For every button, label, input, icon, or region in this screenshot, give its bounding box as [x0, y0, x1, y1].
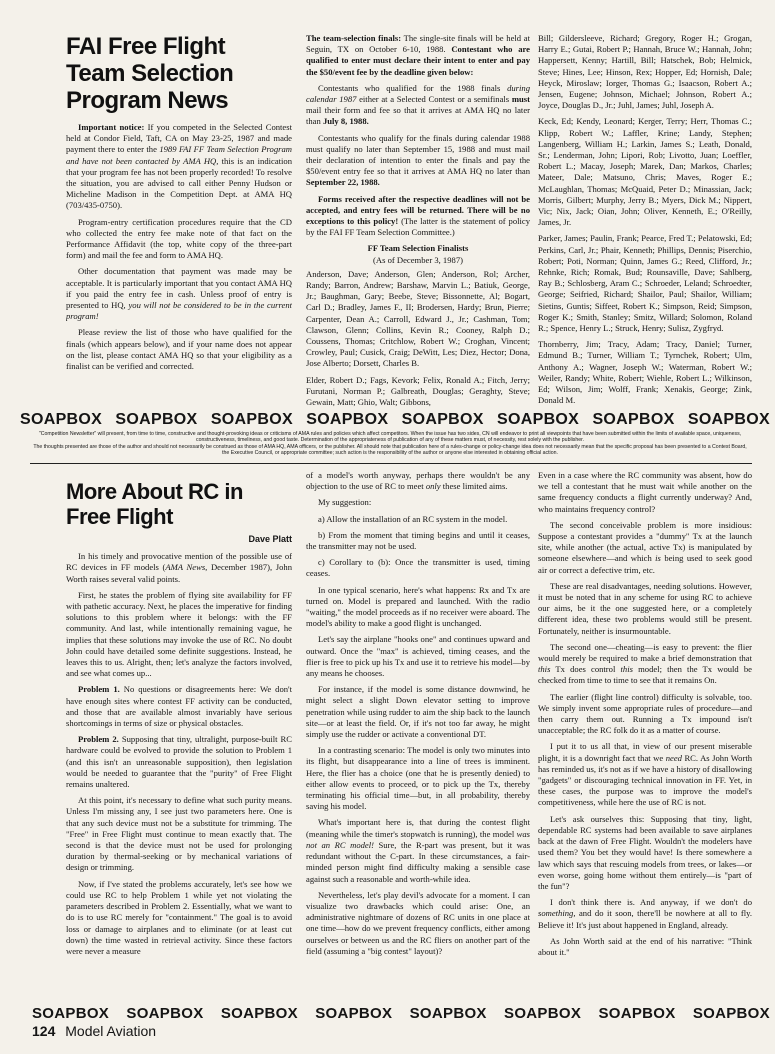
article2-title	[66, 479, 296, 529]
disclaimer-text: The thoughts presented are those of the author and should not necessarily be construed as those of AMA HQ, AMA officers, or the publisher. All should note that publication here of a rules-change or policy-change idea does not necessarily mean that the specific proposal has been presented to a Contest Board, the Executive Council, or appropriate committee; such action is the responsibility of the author or anyone else interested in obtaining official action.	[33, 443, 747, 457]
paragraph: a) Allow the installation of an RC system in the model.	[318, 513, 508, 524]
paragraph: My suggestion:	[318, 497, 372, 508]
paragraph: Problem 2. Supposing that tiny, ultralight, purpose-built RC hardware could be evolved to provide the solution to Problem 1 (and this isn't an unreasonable supposition), then legislation would be needed to guarantee that the "purity" of Free Flight remains unaltered.	[66, 734, 292, 790]
paragraph: Even in a case where the RC community was absent, how do we tell a contestant that he must wait while another on the same frequency conducts a flight currently underway? And, who maintains frequency control?	[538, 470, 752, 514]
soapbox-word: SOAPBOX	[409, 1005, 487, 1022]
soapbox-word: SOAPBOX	[592, 411, 675, 428]
paragraph: I put it to us all that, in view of our present miserable plight, it is a downright fact that we need RC. As John Worth has reminded us, it's not as if we have a history of disallowing "gadgets" or discouraging technical innovation in FF. Yet, in these cases, the purpose was to improve the model's competitiveness, while here the use of RC is not.	[538, 741, 752, 808]
soapbox-band-bottom	[32, 1005, 770, 1022]
article1-title-line: Program News	[66, 87, 229, 114]
paragraph: First, he states the problem of flying site availability for FF with pathetic accuracy. Next, he places the imperative for finding solutions to this problem where it belongs: with the FF community. And last, while intentionally remaining vague, he implies that these solutions may invoke the use of RC. No doubt John could have detailed some definite suggestions. Instead, he leaves this to us. Alright, then; let's analyze the factors involved, and see what comes up...	[66, 589, 292, 679]
soapbox-word: SOAPBOX	[504, 1005, 582, 1022]
paragraph: In his timely and provocative mention of the possible use of RC devices in FF models (AMA News, December 1987), John Worth raises several valid points.	[66, 551, 292, 584]
soapbox-disclaimer	[30, 431, 750, 457]
paragraph: c) Corollary to (b): Once the transmitter is used, timing ceases.	[306, 557, 530, 579]
finalists-list: Anderson, Dave; Anderson, Glen; Anderson, Rol; Archer, Randy; Barron, Andrew; Barshaw, Marvin L.; Batiuk, George, Jr.; Baughman, Gary; Beebe, Steve; Bissonnette, Al; Bogart, Carl D.; Bradley, James F., II; Brodersen, Hardy; Brun, Pierre; Carpenter, Dean A.; Carroll, Edward J., Jr.; Cashman, Tom; Clawson, Glenn; Collins, Kevin R.; Cooney, Ralph D.; Coussens, Thomas; Critchlow, Robert W.; Croghan, Vincent; Crowley, Paul; Cusick, Craig; DeWitt, Les; Diez, Hector; Dona, Jose Alberto; Dorsett, Charles B.	[306, 268, 530, 369]
paragraph: b) From the moment that timing begins and until it ceases, the transmitter may not be used.	[306, 529, 530, 552]
paragraph: Please review the list of those who have qualified for the finals (which appears below), and if your name does not appear on the list, please contact AMA HQ so that your eligibility as a finalist can be verified and corrected.	[66, 327, 292, 372]
article2-column-3	[538, 470, 752, 1008]
paragraph: Let's say the airplane "hooks one" and continues upward and outward. Once the "max" is achieved, timing ceases, and the flier is free to pick up his Tx and use it to retrieve his model—by any means he chooses.	[306, 634, 530, 679]
paragraph: The earlier (flight line control) difficulty is solvable, too. We simply invent some appropriate rules of procedure—and then carry them out. Running a Tx impound isn't unacceptable; the RC folk do it as a matter of course.	[538, 691, 752, 736]
disclaimer-text: "Competition Newsletter" will present, from time to time, constructive and thought-provoking ideas or criticisms of AMA rules and policies which affect competitors. When the issue has two sides, CN will endeavor to print all viewpoints that have been submitted within the limits of available space, uniqueness, constructiveness, timeliness, and good taste. Determination of the appropriateness of publication of any of these matters must, of necessity, rest solely with the publisher.	[38, 431, 742, 444]
article2-title-line: More About RC in	[66, 479, 243, 504]
paragraph: Forms received after the respective deadlines will not be accepted, and entry fees will be returned. There will be no exceptions to this policy! (The latter is the statement of policy by the FAI FF Team Selection Committee.)	[306, 193, 530, 238]
finalists-list: Thornberry, Jim; Tracy, Adam; Tracy, Daniel; Turner, Edmund B.; Turner, William T.; Tyrnchek, Robert; Ulm, Anthony A.; Wagner, Joseph W.; Waterman, Robert W.; Weiler, Randy; White, Robert; Wiehle, Robert L.; Wilkinson, Ed; Wilson, Jim; Wolff, Frank; Xenakis, George; Zink, Donald M.	[538, 339, 752, 406]
byline: Dave Platt	[248, 534, 292, 544]
article2-title-line: Free Flight	[66, 504, 173, 529]
magazine-name: Model Aviation	[65, 1023, 157, 1039]
soapbox-word: SOAPBOX	[692, 1005, 770, 1022]
article1-column-1	[66, 122, 292, 407]
paragraph: For instance, if the model is some distance downwind, he might select a slight Down elevator setting to improve penetration while using rudder to aim the ship back to the launch site—or at least the field. Or, if it's not too far away, he might simply use the rudder or activate a conventional DT.	[306, 684, 530, 740]
soapbox-word: SOAPBOX	[126, 1005, 204, 1022]
article1-title	[66, 33, 306, 114]
finalists-list: Bill; Gildersleeve, Richard; Gregory, Roger H.; Grogan, Harry E.; Gutai, Robert P.; Hannah, Bruce W.; Hannah, John; Happersett, Kenny; Hartill, Bill; Hatschek, Bob; Helmick, Steve; Hines, Lee; Hinson, Rex; Hopper, Ed; Hornish, Dale; Heyck, Miroslaw; Iorger, Thomas G.; Isaacson, Robert A.; Jensen, Eugene; Johnson, Michael; Johnson, Robert A.; Joyce, Douglas D., Jr.; Juhl, James; Juhl, Joseph A.	[538, 33, 752, 111]
page-footer	[32, 1023, 156, 1039]
paragraph: Contestants who qualified for the 1988 finals during calendar 1987 either at a Selected Contest or a semifinals must mail their form and fee so that it arrives at AMA HQ no later than July 8, 1988.	[306, 82, 530, 127]
soapbox-word: SOAPBOX	[115, 411, 198, 428]
divider	[30, 463, 752, 464]
soapbox-word: SOAPBOX	[20, 411, 103, 428]
paragraph: These are real disadvantages, needing solutions. However, it must be noted that in any scheme for using RC to achieve our aims, be it the one suggested here, or a completely different idea, these two problems would still be present. Fortunately, neither is insurmountable.	[538, 580, 752, 636]
paragraph: In a contrasting scenario: The model is only two minutes into its flight, but disappearance into a line of trees is imminent. Here, the flier has a choice (one that he is presently denied) to either allow events to proceed, or to pick up the Tx, thereby terminating his official time—but, in all probability, thereby saving his model.	[306, 745, 530, 812]
finalists-list: Elder, Robert D.; Fags, Kevork; Felix, Ronald A.; Fitch, Jerry; Furutani, Norman P.; Galbreath, Douglas; Geraghty, Steve; Gewain, Matt; Ghio, Walt; Gibbons,	[306, 374, 530, 408]
finalists-heading: FF Team Selection Finalists	[367, 243, 469, 254]
paragraph: The team-selection finals: The single-site finals will be held at Seguin, TX on October 6-10, 1988. Contestant who are qualified to enter must declare their intent to enter and pay the $50/event fee by the deadline given below:	[306, 33, 530, 77]
paragraph: Let's ask ourselves this: Supposing that tiny, light, dependable RC systems had been available to save airplanes back at the dawn of Free Flight. Wouldn't the modelers have used them? You bet they would have! Is there somewhere a law which says that rescuing models from trees, or lakes—or even worse, going home without them entirely—is "part of the fun"?	[538, 813, 752, 891]
soapbox-word: SOAPBOX	[315, 1005, 393, 1022]
soapbox-band-top	[20, 411, 770, 429]
finalists-list: Parker, James; Paulin, Frank; Pearce, Fred T.; Pelatowski, Ed; Perkins, Carl, Jr.; Phair, Kenneth; Phillips, Dennis; Piserchio, Robert; Poti, Norman; Quinn, James G.; Reed, Clifford, Jr.; Rehnke, Rich; Romak, Bud; Rounsaville, Dave; Sahlberg, Ray B.; Schlosberg, Aram C.; Schroeder, Leland; Schroedter, George; Seifried, Richard; Shailor, Paul; Shailor, William; Sietins, Guntis; Siffeet, Robert K.; Simpson, Reid; Simpson, Roger K.; Smith, Stanley; Smitz, Willard; Solomon, Roland R.; Spence, Henry L.; Struck, Henry; Sulisz, Zygfryd.	[538, 233, 752, 334]
paragraph: Nevertheless, let's play devil's advocate for a moment. I can visualize two drawbacks which could arise: One, an administrative nightmare of dozens of RC units in one place at one time—how do we prevent frequency conflicts, either among ourselves or between us and the RC fliers on another part of the field (assuming a "big contest" layout)?	[306, 889, 530, 956]
soapbox-word: SOAPBOX	[401, 411, 484, 428]
finalists-list: Keck, Ed; Kendy, Leonard; Kerger, Terry; Herr, Thomas C.; Klipp, Robert W.; Laffler, Krine; Landy, Stephen; Langenberg, William H.; Larkin, James S.; Leath, Donald, Sr.; Lenderman, John; Lipori, Rob; Livotto, Juan; Loeffler, Robert L.; Macay, Joseph; Marek, Dan; Markos, Charles; Mateer, Dale; Matsuno, Chris; Maves, Roger E.; McLaughlan, Thomas; McQuaid, Peter D.; Minassian, Jack; Morris, Gilbert; Murphy, Jerry B.; Myers, Dick M.; Nippert, Vic; Nix, Jack; Oian, John; Oliver, Kenneth, E.; O'Reilly, James, Jr.	[538, 116, 752, 228]
soapbox-word: SOAPBOX	[598, 1005, 676, 1022]
paragraph: Program-entry certification procedures require that the CD who collected the entry fee make note of that fact on the Performance Affidavit (the top, white copy of the three-part form) and mail the fee and form to AMA HQ.	[66, 216, 292, 261]
soapbox-word: SOAPBOX	[687, 411, 770, 428]
article1-column-2	[306, 33, 530, 409]
soapbox-word: SOAPBOX	[306, 411, 389, 428]
article2-column-1	[66, 530, 292, 1008]
soapbox-word: SOAPBOX	[210, 411, 293, 428]
article1-column-3	[538, 33, 752, 409]
paragraph: What's important here is, that during the contest flight (meaning while the timer's stopwatch is running), the model was not an RC model! Sure, the R-part was present, but it was redundant without the C-part. In these circumstances, a fair-minded person might find difficulty making a sensible case against such a reasonable and worth-while idea.	[306, 817, 530, 884]
paragraph: Important notice: If you competed in the Selected Contest held at Condor Field, Taft, CA on May 23-25, 1987 and made payment there to enter the 1989 FAI FF Team Selection Program and have not been contacted by AMA HQ, this is an indication that your program fee has not been properly recorded! To resolve the situation, you are advised to call either Penny Hudson or Micheline Madison in the Competition Dept. at AMA HQ (703/435-0750).	[66, 122, 292, 211]
paragraph: of a model's worth anyway, perhaps there wouldn't be any objection to the use of RC to meet only these limited aims.	[306, 470, 530, 492]
paragraph: I don't think there is. And anyway, if we don't do something, and do it soon, there'll be nowhere at all to fly. Believe it! It's just about happened in England, already.	[538, 897, 752, 930]
paragraph: In one typical scenario, here's what happens: Rx and Tx are turned on. Model is prepared and launched. With the radio "waiting," the model proceeds as if no receiver were aboard. The model's ability to make a good flight is unchanged.	[306, 584, 530, 629]
soapbox-word: SOAPBOX	[32, 1005, 110, 1022]
paragraph: The second conceivable problem is more insidious: Suppose a contestant provides a "dummy" Tx at the launch site, while another (the actual, active Tx) is manipulated by someone elsewhere—and which is being used to seek good air or correct a defective trim, etc.	[538, 519, 752, 575]
finalists-date: (As of December 3, 1987)	[373, 254, 463, 265]
article2-column-2	[306, 470, 530, 1008]
paragraph: Other documentation that payment was made may be acceptable. It is particularly important that you contact AMA HQ if you paid the entry fee in cash. Unless proof of entry is presented to HQ, you will not be considered to be in the current program!	[66, 266, 292, 322]
paragraph: As John Worth said at the end of his narrative: "Think about it."	[538, 935, 752, 957]
paragraph: The second one—cheating—is easy to prevent: the flier would merely be required to make a brief demonstration that this Tx does control this model; then the Tx would be checked from time to time to see that it remains On.	[538, 641, 752, 686]
article1-title-line: FAI Free Flight	[66, 33, 226, 60]
article1-title-line: Team Selection	[66, 60, 234, 87]
paragraph: Contestants who qualify for the finals during calendar 1988 must qualify no later than September 15, 1988 and must mail their declaration of intention to enter the finals and pay the $50/event entry fee so that it arrives at AMA HQ no later than September 22, 1988.	[306, 132, 530, 188]
paragraph: Problem 1. No questions or disagreements here: We don't have enough sites where contest FF activity can be conducted, and those that are available almost invariably have serious shortcomings in terms of size or physical obstacles.	[66, 684, 292, 729]
page-number: 124	[32, 1023, 56, 1039]
paragraph: Now, if I've stated the problems accurately, let's see how we could use RC to help Problem 1 while yet not violating the parameters described in Problem 2. Essentially, what we want to do is to use RC merely for "containment." The goal is to avoid loss or damage to airplanes and to eliminate (or at least cut down) the time wasted in retrieval activity. Since these factors were never a measure	[66, 878, 292, 956]
soapbox-word: SOAPBOX	[497, 411, 580, 428]
paragraph: At this point, it's necessary to define what such purity means. Unless I'm missing any, I see just two parameters here. One is that any such device must not be a substitute for trimming. The "Free" in Free Flight must continue to mean exactly that. The second is that the device must not be used for prolonging duration by thermal-seeking or by mechanical variations of design or trimming.	[66, 795, 292, 873]
soapbox-word: SOAPBOX	[220, 1005, 298, 1022]
